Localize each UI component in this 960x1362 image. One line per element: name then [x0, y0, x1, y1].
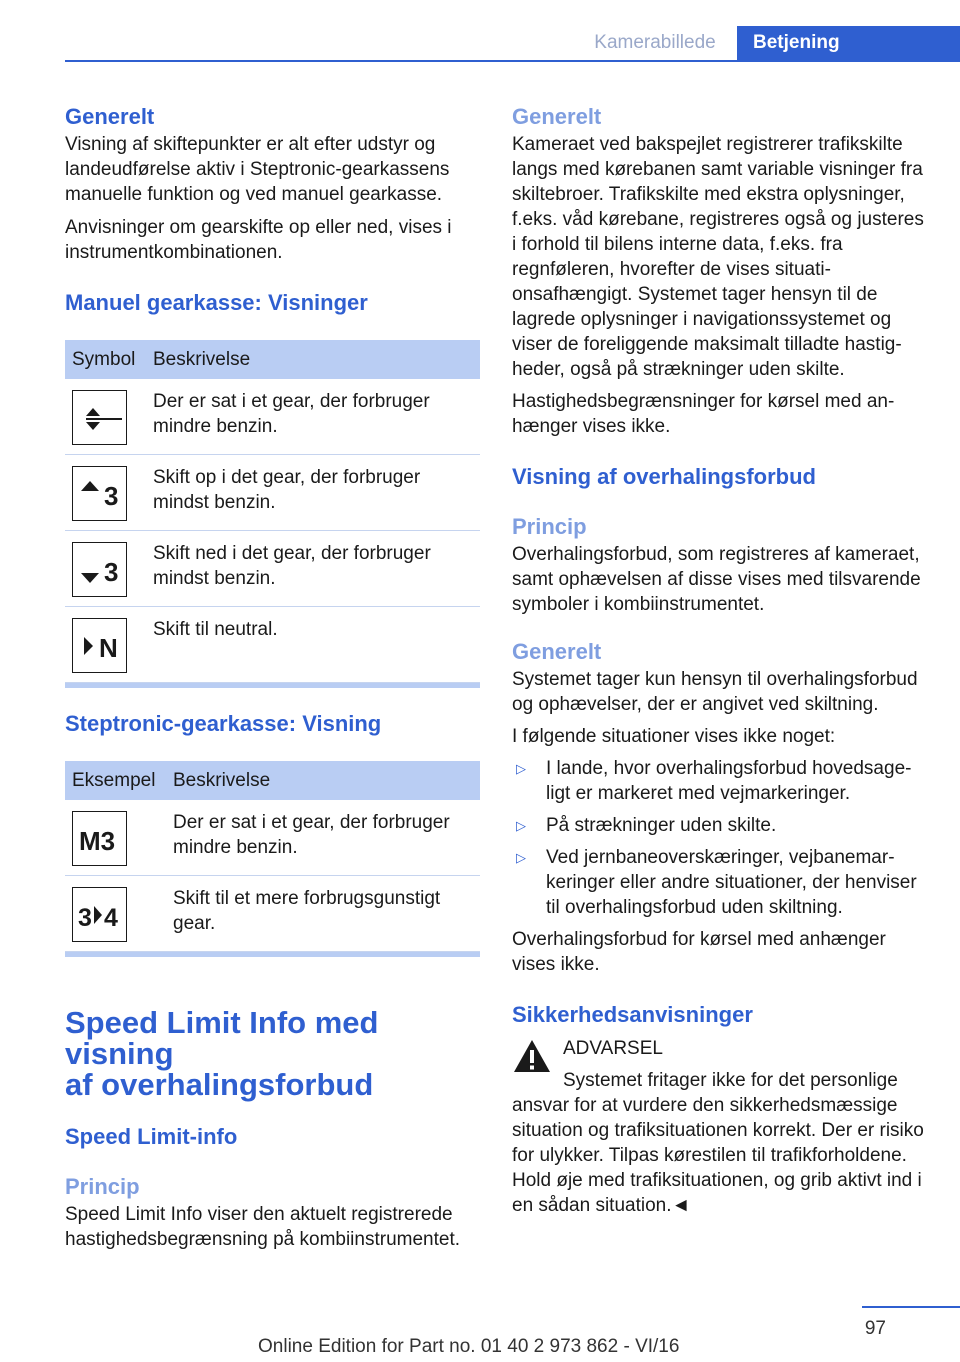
table-end-rule — [65, 683, 480, 688]
table-row — [65, 455, 480, 531]
paragraph-overhalingsforbud: Overhalingsforbud, som registreres af kameraet, samt ophævelsen af disse vises med tilsvarende symboler i kombiinstrumentet. — [512, 544, 921, 615]
warning-triangle-icon — [512, 1038, 552, 1074]
heading-princip: Princip — [65, 1174, 140, 1199]
bullet-triangle-icon: ▷ — [516, 761, 526, 776]
heading-speed-limit-info-line1: Speed Limit Info med visning — [65, 1005, 379, 1071]
svg-text:3: 3 — [104, 557, 119, 587]
table-row — [65, 607, 480, 683]
paragraph-anhaenger: Hastighedsbegrænsninger for kørsel med anhænger vises ikke. — [512, 391, 895, 437]
warning-title: ADVARSEL — [563, 1038, 663, 1059]
row-description: Skift ned i det gear, der forbruger mindst benzin. — [153, 543, 431, 589]
svg-text:M3: M3 — [79, 826, 116, 856]
paragraph-systemet: Systemet tager kun hensyn til overhalingsforbud og ophævelser, der er angivet ved skiltning. — [512, 669, 918, 715]
footer-edition-text: Online Edition for Part no. 01 40 2 973 862 - VI/16 — [258, 1336, 680, 1357]
table-end-rule — [65, 952, 480, 957]
paragraph-kamera: Kameraet ved bakspejlet registrerer trafikskilte langs med kørebanen samt variable visninger fra skiltebroer. Trafikskilte med ekstra oplysninger, f.eks. våd kørebane, registreres også og justeres i forhold til bilens interne data, f.eks. fra regnføleren, hvorefter de vises situationsafhængigt. Systemet tager hensyn til de lagrede oplysninger i navigationssystemet og viser de foreliggende maksimalt tilladte hastigheder, også på strækninger uden skilte. — [512, 134, 924, 380]
list-item: ▷ På strækninger uden skilte. — [516, 815, 777, 836]
heading-generelt-right-2: Generelt — [512, 639, 602, 664]
table-row — [65, 876, 480, 952]
column-header-beskrivelse: Beskrivelse — [153, 349, 251, 370]
heading-manuel-gearkasse: Manuel gearkasse: Visninger — [65, 290, 368, 315]
heading-overhalingsforbud: Visning af overhalingsforbud — [512, 464, 816, 489]
heading-steptronic: Steptronic-gearkasse: Visning — [65, 711, 382, 736]
row-description: Skift til neutral. — [153, 619, 278, 640]
header-rule — [65, 60, 960, 62]
column-header-eksempel: Eksempel — [72, 769, 156, 791]
gear-m3-icon — [72, 811, 127, 866]
table-steptronic-visning — [65, 761, 480, 957]
list-item: ▷ Ved jernbaneoverskæringer, vejbanemarkeringer eller andre situationer, der henviser til overhalingsforbud uden skiltning. — [516, 847, 917, 918]
row-description: Der er sat i et gear, der forbruger mindre benzin. — [153, 391, 430, 437]
svg-text:3: 3 — [78, 904, 92, 932]
shift-neutral-icon — [72, 618, 127, 673]
svg-text:3: 3 — [104, 481, 119, 511]
table-header — [65, 340, 480, 379]
column-header-beskrivelse: Beskrivelse — [173, 770, 271, 791]
heading-generelt: Generelt — [65, 104, 155, 129]
paragraph-situationer: I følgende situationer vises ikke noget: — [512, 726, 836, 747]
footer-rule — [862, 1306, 960, 1308]
heading-sikkerhedsanvisninger: Sikkerhedsanvisninger — [512, 1002, 753, 1027]
svg-text:4: 4 — [104, 904, 118, 932]
right-column — [512, 102, 927, 1218]
row-description: Der er sat i et gear, der forbruger mindre benzin. — [173, 812, 450, 858]
page-header — [0, 0, 960, 62]
shift-updown-icon — [72, 390, 127, 445]
heading-generelt-right: Generelt — [512, 104, 602, 129]
heading-speed-limit-info-sub: Speed Limit-info — [65, 1124, 238, 1149]
heading-speed-limit-info-line2: af overhalingsforbud — [65, 1067, 374, 1102]
shift-down-3-icon — [72, 542, 127, 597]
page-number: 97 — [864, 1318, 886, 1339]
bullet-triangle-icon: ▷ — [516, 818, 526, 833]
header-section-kamerabillede: Kamerabillede — [594, 32, 716, 53]
warning-block — [512, 1036, 927, 1061]
list-item: ▷ I lande, hvor overhalingsforbud hovedsageligt er markeret med vejmarkeringer. — [516, 758, 912, 804]
paragraph-anvisninger: Anvisninger om gearskifte op eller ned, vises i instrumentkombinationen. — [65, 217, 452, 263]
table-row — [65, 800, 480, 876]
paragraph-anhaenger-overhaling: Overhalingsforbud for kørsel med anhænger vises ikke. — [512, 929, 886, 975]
table-manuel-visninger — [65, 340, 480, 688]
heading-speed-limit-info — [65, 1007, 480, 1100]
left-column — [65, 102, 480, 1252]
gear-3-to-4-icon — [72, 887, 127, 942]
table-row — [65, 531, 480, 607]
header-section-betjening: Betjening — [737, 26, 960, 62]
row-description: Skift til et mere forbrugsgunstigt gear. — [173, 888, 441, 934]
heading-princip-right: Princip — [512, 514, 587, 539]
table-header — [65, 761, 480, 800]
column-header-symbol: Symbol — [72, 348, 136, 370]
paragraph-skiftepunkter: Visning af skiftepunkter er alt efter udstyr og landeudførelse aktiv i Steptronic-gearkassens manuelle funktion og ved manuel gearkasse. — [65, 134, 450, 205]
bullet-triangle-icon: ▷ — [516, 850, 526, 865]
table-row — [65, 379, 480, 455]
svg-text:N: N — [99, 633, 118, 663]
shift-up-3-icon — [72, 466, 127, 521]
row-description: Skift op i det gear, der forbruger mindst benzin. — [153, 467, 421, 513]
bullet-list — [512, 756, 927, 920]
warning-text: Systemet fritager ikke for det personlige ansvar for at vurdere den sikkerhedsmæssige situation og trafiksituationen korrekt. Der er risiko for ulykker. Tilpas kørestilen til trafikforholdene. Hold øje med trafiksituationen, og grib aktivt ind i en sådan situation.◄ — [512, 1070, 924, 1216]
paragraph-speed-limit-info: Speed Limit Info viser den aktuelt registrerede hastighedsbegrænsning på kombiinstrumentet. — [65, 1204, 461, 1250]
